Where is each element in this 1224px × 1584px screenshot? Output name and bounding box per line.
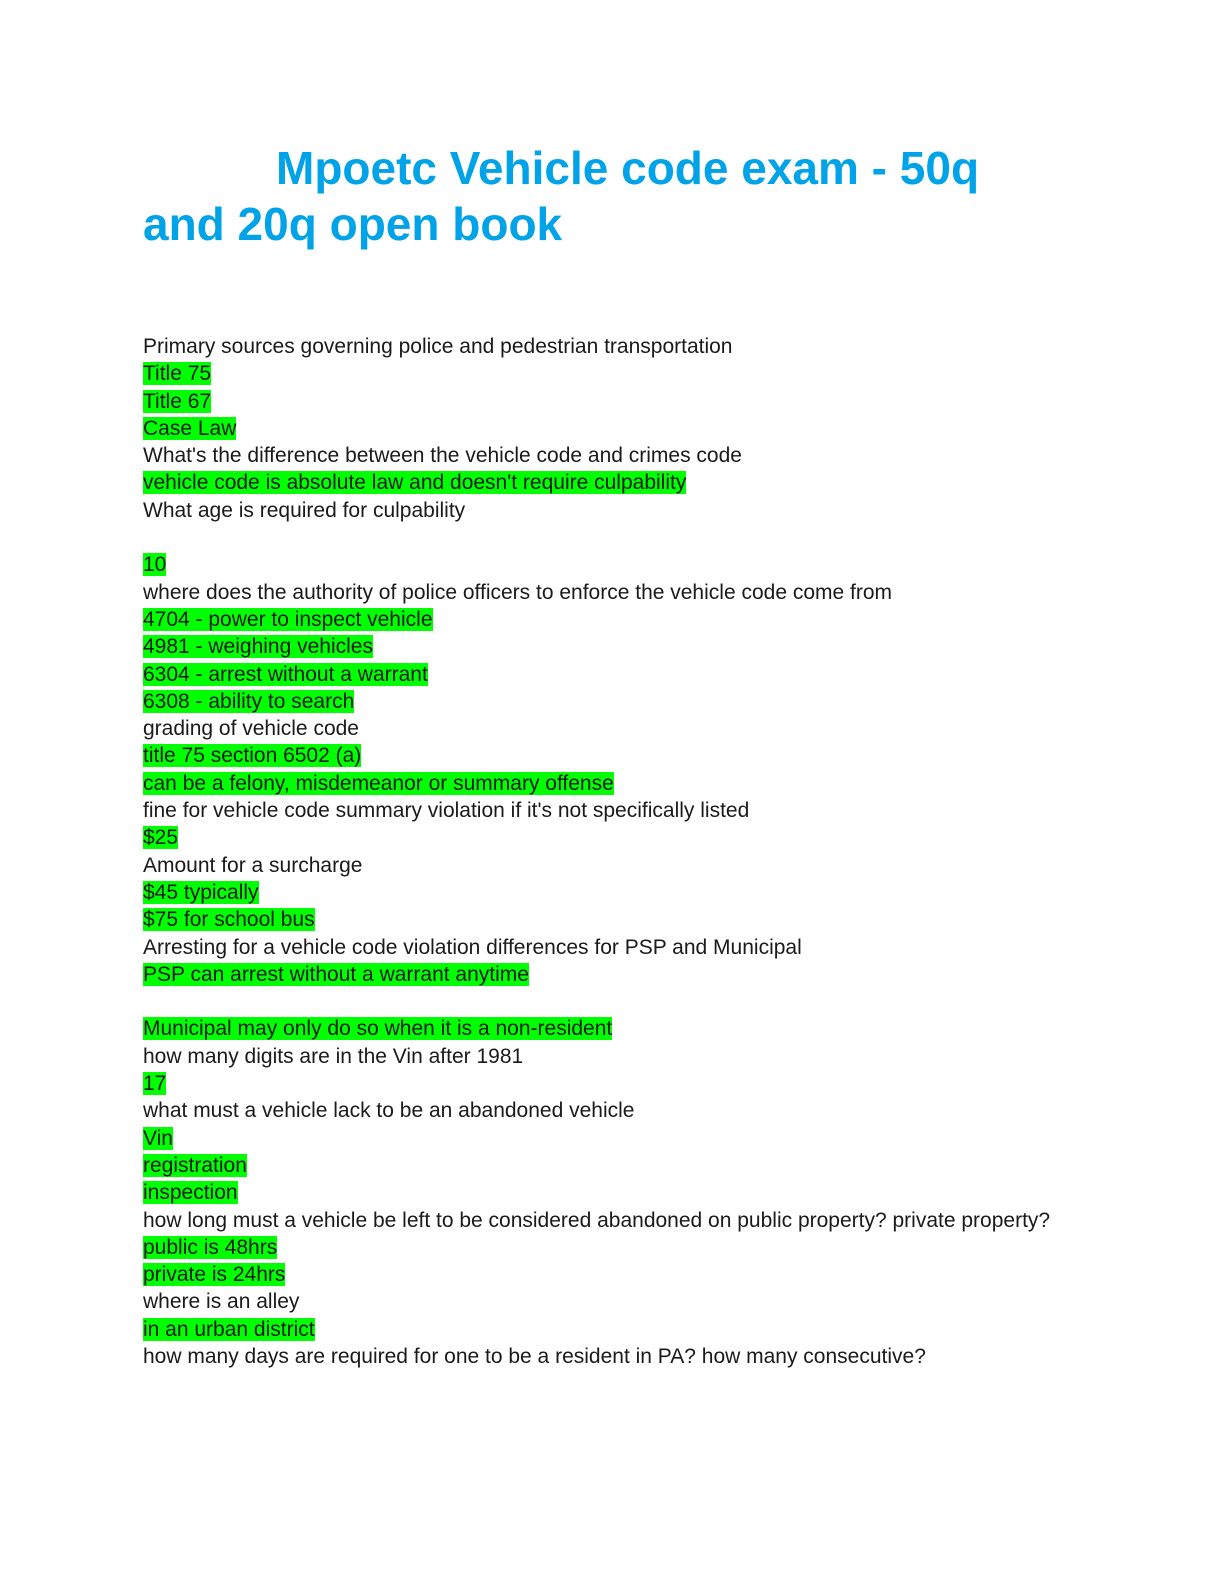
question-text: What's the difference between the vehicle code and crimes code [143, 444, 742, 468]
highlighted-answer-text: private is 24hrs [143, 1263, 286, 1287]
highlighted-answer-text: $25 [143, 826, 179, 850]
highlighted-answer-text: title 75 section 6502 (a) [143, 744, 362, 768]
question-text: where is an alley [143, 1290, 300, 1314]
answer-line [143, 906, 1093, 933]
question-line [143, 333, 1093, 360]
document-title: Mpoetc Vehicle code exam - 50q and 20q open book [143, 142, 980, 250]
question-text: where does the authority of police officers to enforce the vehicle code come from [143, 580, 893, 604]
answer-line [143, 633, 1093, 660]
highlighted-answer-text: in an urban district [143, 1317, 315, 1341]
highlighted-answer-text: 6308 - ability to search [143, 689, 355, 713]
answer-line [143, 1234, 1093, 1261]
question-line [143, 497, 1093, 524]
question-line [143, 442, 1093, 469]
question-line [143, 1097, 1093, 1124]
answer-line [143, 824, 1093, 851]
answer-line [143, 961, 1093, 988]
highlighted-answer-text: vehicle code is absolute law and doesn't require culpability [143, 471, 687, 495]
question-text: Primary sources governing police and pedestrian transportation [143, 335, 733, 358]
highlighted-answer-text: Municipal may only do so when it is a non-resident [143, 1017, 613, 1041]
highlighted-answer-text: $45 typically [143, 880, 259, 904]
answer-line [143, 469, 1093, 496]
question-line [143, 797, 1093, 824]
highlighted-answer-text: Vin [143, 1126, 173, 1150]
question-line [143, 1343, 1093, 1370]
question-line [143, 1043, 1093, 1070]
highlighted-answer-text: Title 75 [143, 362, 212, 386]
question-text: how many days are required for one to be a resident in PA? how many consecutive? [143, 1344, 926, 1368]
highlighted-answer-text: Case Law [143, 416, 237, 440]
highlighted-answer-text: 17 [143, 1072, 167, 1096]
highlighted-answer-text: 10 [143, 553, 167, 577]
answer-line [143, 688, 1093, 715]
answer-line [143, 879, 1093, 906]
question-text: how many digits are in the Vin after 1981 [143, 1044, 524, 1068]
question-text: grading of vehicle code [143, 717, 359, 741]
answer-line [143, 1316, 1093, 1343]
question-text: fine for vehicle code summary violation if it's not specifically listed [143, 799, 750, 823]
question-text: What age is required for culpability [143, 498, 466, 522]
highlighted-answer-text: $75 for school bus [143, 908, 315, 932]
answer-line [143, 1070, 1093, 1097]
highlighted-answer-text: PSP can arrest without a warrant anytime [143, 962, 529, 986]
highlighted-answer-text: can be a felony, misdemeanor or summary offense [143, 771, 614, 795]
answer-line [143, 661, 1093, 688]
answer-line [143, 742, 1093, 769]
question-line [143, 579, 1093, 606]
answer-line [143, 415, 1093, 442]
question-line [143, 1288, 1093, 1315]
answer-line [143, 1179, 1093, 1206]
answer-line [143, 1015, 1093, 1042]
document-body [143, 333, 1093, 1370]
answer-line [143, 770, 1093, 797]
question-text: how long must a vehicle be left to be considered abandoned on public property? private property? [143, 1208, 1051, 1232]
highlighted-answer-text: 4704 - power to inspect vehicle [143, 607, 433, 631]
highlighted-answer-text: 4981 - weighing vehicles [143, 635, 373, 659]
blank-line [143, 988, 1093, 1015]
question-line [143, 715, 1093, 742]
highlighted-answer-text: inspection [143, 1181, 238, 1205]
answer-line [143, 360, 1093, 387]
answer-line [143, 388, 1093, 415]
question-text: Amount for a surcharge [143, 853, 363, 877]
highlighted-answer-text: registration [143, 1153, 247, 1177]
highlighted-answer-text: Title 67 [143, 389, 212, 413]
answer-line [143, 551, 1093, 578]
blank-line [143, 524, 1093, 551]
question-line [143, 934, 1093, 961]
answer-line [143, 1261, 1093, 1288]
question-line [143, 1207, 1093, 1234]
question-text: Arresting for a vehicle code violation differences for PSP and Municipal [143, 935, 802, 959]
question-text: what must a vehicle lack to be an abandoned vehicle [143, 1099, 635, 1123]
highlighted-answer-text: public is 48hrs [143, 1235, 278, 1259]
answer-line [143, 1152, 1093, 1179]
answer-line [143, 1125, 1093, 1152]
answer-line [143, 606, 1093, 633]
question-line [143, 852, 1093, 879]
highlighted-answer-text: 6304 - arrest without a warrant [143, 662, 428, 686]
